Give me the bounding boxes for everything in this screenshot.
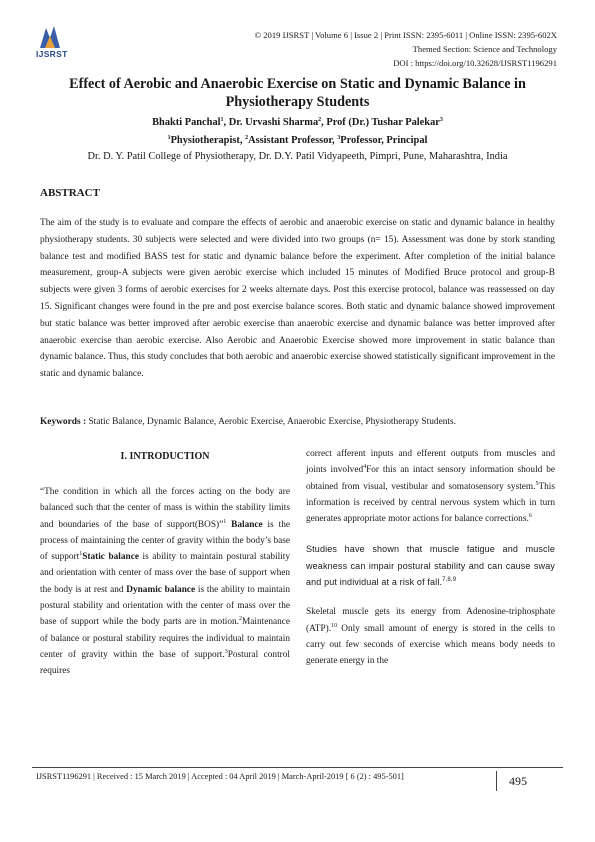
role-1-sup: 1 — [167, 135, 171, 141]
intro-text: Maintenance of balance or postural stability requires the individual to maintain center of gravity within the base of support. — [40, 617, 290, 660]
author-3-sup: 3 — [439, 117, 443, 123]
header-themed-section: Themed Section: Science and Technology — [412, 44, 557, 54]
intro-text: is the process of maintaining the center of gravity within the body’s base of support — [40, 519, 290, 563]
citation-sup: 5 — [535, 480, 539, 487]
intro-paragraph-4 — [306, 604, 555, 669]
author-3: Prof (Dr.) Tushar Palekar — [326, 117, 440, 128]
paper-title-line2: Physiotherapy Students — [225, 94, 370, 110]
term-dynamic-balance: Dynamic balance — [126, 584, 196, 595]
footer-citation: IJSRST1196291 | Received : 15 March 2019 | Accepted : 04 April 2019 | March-April-2019 [ 6 (2) : 495-501] — [36, 772, 404, 781]
intro-paragraph-1 — [40, 484, 290, 680]
intro-right-column — [306, 446, 555, 670]
author-1: Bhakti Panchal — [152, 117, 221, 128]
footer-divider — [32, 767, 563, 768]
intro-paragraph-3 — [306, 541, 555, 590]
intro-text: This information is received by central nervous system which in turn generates appropriate motor actions for balance corrections. — [306, 481, 555, 525]
author-list: Bhakti Panchal$^1$, Dr. Urvashi Sharma$^2$, Prof (Dr.) Tushar Palekar$^3$ — [152, 117, 443, 128]
citation-sup: 2 — [238, 616, 242, 623]
citation-sup: 1 — [223, 518, 227, 525]
keywords-list: Static Balance, Dynamic Balance, Aerobic Exercise, Anaerobic Exercise, Physiotherapy Students. — [88, 417, 457, 427]
paper-title — [30, 75, 565, 111]
abstract-text: The aim of the study is to evaluate and compare the effects of aerobic and anaerobic exercise on static and dynamic balance in healthy physiotherapy students. 30 subjects were selected and were divided into two groups (n= 15). Assessment was done by stork standing balance test and modified BASS test for static and dynamic balance before the experiment. After completion of the initial balance measurement, group-A subjects were given aerobic exercise which included 15 minutes of Modified Bruce protocol and group-B subjects were given 3 forms of aerobic exercises for 2 weeks alternate days. Post this exercise protocol, balance was reassessed on day 15. Significant changes were found in the pre and post exercise balance scores. Both static and dynamic balance showed improvement but static balance was better improved after aerobic exercise than anaerobic exercise and dynamic balance was better improved after anaerobic exercise than aerobic exercise. Also Aerobic and Anaerobic Exercise showed more improvement in static balance than dynamic balance. Thus, this study concludes that both aerobic and anaerobic exercise showed statistically significant improvement in the static and dynamic balance. — [40, 218, 555, 380]
term-balance: Balance — [231, 519, 263, 530]
journal-logo-mark-icon — [36, 24, 64, 50]
intro-text: For this an intact sensory information should be obtained from visual, vestibular and somatosensory system. — [306, 465, 555, 492]
page-number: 495 — [509, 774, 527, 788]
header-doi[interactable]: DOI : https://doi.org/10.32628/IJSRST1196291 — [393, 58, 557, 68]
author-roles — [30, 135, 565, 146]
section-heading-introduction: I. INTRODUCTION — [120, 451, 210, 462]
role-2: Assistant Professor, — [248, 135, 338, 146]
balance-definition-quote: “The condition in which all the forces acting on the body are balanced such that the center of mass is within the stability limits and boundaries of the base of support(BOS)” — [40, 487, 290, 530]
intro-text: Studies have shown that muscle fatigue and muscle weakness can impair postural stability and can cause sway and put individual at a risk of fall. — [306, 544, 555, 588]
paper-title-line1: Effect of Aerobic and Anaerobic Exercise on Static and Dynamic Balance in — [69, 76, 526, 92]
intro-text: Skeletal muscle gets its energy from Adenosine-triphosphate (ATP). — [306, 607, 555, 634]
keywords-label: Keywords : — [40, 417, 89, 427]
citation-sup: 4 — [363, 464, 367, 471]
role-2-sup: 2 — [245, 135, 249, 141]
role-3-sup: 3 — [337, 135, 341, 141]
intro-left-column — [40, 484, 290, 680]
intro-text: is ability to maintain postural stability and orientation with center of mass over the base of support when the body is at rest and — [40, 552, 290, 595]
abstract-heading: ABSTRACT — [40, 187, 100, 199]
intro-text: correct afferent inputs and efferent outputs from muscles and joints involved — [306, 449, 555, 476]
citation-sup: 1 — [79, 551, 83, 558]
author-2-sup: 2 — [318, 117, 322, 123]
keywords-line — [40, 416, 555, 429]
role-1: Physiotherapist, — [170, 135, 246, 146]
citation-sup: 6 — [528, 513, 532, 520]
term-static-balance: Static balance — [82, 552, 139, 563]
header-journal-info: © 2019 IJSRST | Volume 6 | Issue 2 | Print ISSN: 2395-6011 | Online ISSN: 2395-602X — [254, 30, 557, 40]
citation-sup: 10 — [331, 622, 338, 629]
intro-paragraph-2 — [306, 446, 555, 527]
affiliation: Dr. D. Y. Patil College of Physiotherapy, Dr. D.Y. Patil Vidyapeeth, Pimpri, Pune, Maharashtra, India — [87, 151, 508, 162]
citation-sup: 7,8,9 — [442, 577, 457, 584]
intro-text: Only small amount of energy is stored in the cells to carry out few seconds of exercise which means body needs to generate energy in the — [306, 623, 555, 667]
citation-sup: 3 — [224, 648, 228, 655]
intro-text: Postural control requires — [40, 649, 290, 677]
intro-text: is the ability to maintain postural stability and orientation with the center of mass over the base of support while the body parts are in motion. — [40, 584, 291, 628]
author-2: Dr. Urvashi Sharma — [228, 117, 319, 128]
author-1-sup: 1 — [220, 117, 224, 123]
role-3: Professor, Principal — [340, 135, 428, 146]
journal-logo-text: IJSRST — [36, 49, 68, 59]
